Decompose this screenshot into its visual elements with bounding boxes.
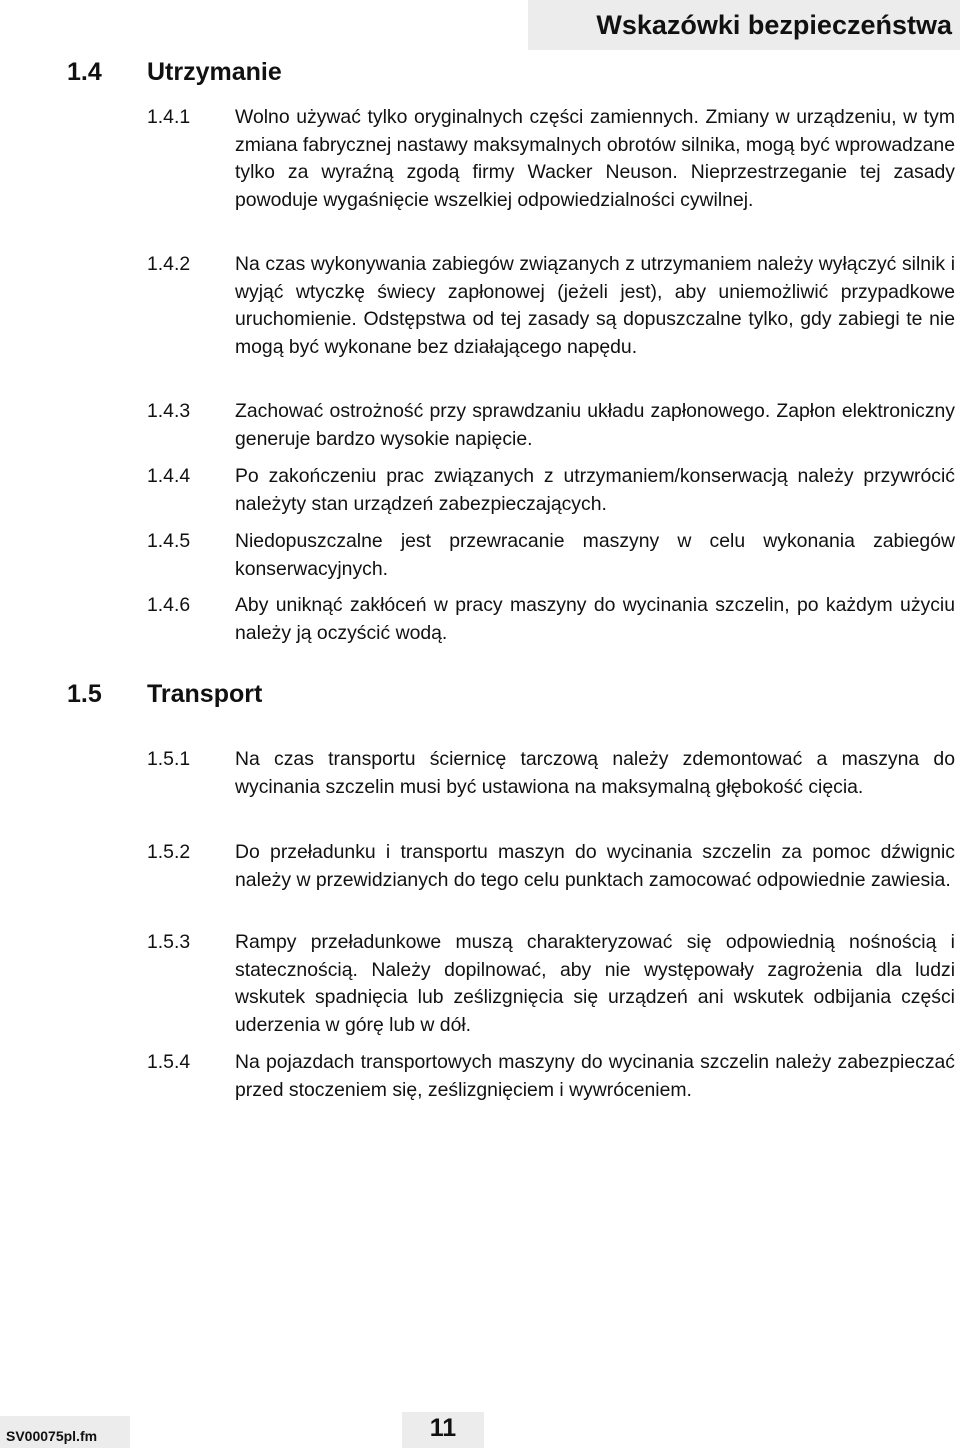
section-heading-transport <box>67 680 262 709</box>
item-number: 1.5.1 <box>147 748 191 770</box>
item-text: Niedopuszczalne jest przewracanie maszyny w celu wykonania zabiegów konserwacyjnych. <box>235 530 955 580</box>
list-item <box>147 104 955 214</box>
section-heading-maintenance <box>67 58 282 87</box>
footer-file-code <box>0 1416 130 1448</box>
item-text: Rampy przeładunkowe muszą charakteryzować się odpowiednią nośnością i statecznością. Należy dopilnować, aby nie występowały zagrożenia dla ludzi wskutek spadnięcia lub ześlizgnięcia się urządzeń ani wskutek odbijania części uderzenia w górę lub w dół. <box>235 931 955 1036</box>
item-number: 1.4.4 <box>147 465 191 487</box>
footer-page-number <box>402 1412 484 1448</box>
item-number: 1.5.3 <box>147 931 191 953</box>
item-text: Na pojazdach transportowych maszyny do wycinania szczelin należy zabezpieczać przed stoczeniem się, ześlizgnięciem i wywróceniem. <box>235 1051 955 1101</box>
item-number: 1.4.5 <box>147 530 191 552</box>
item-text: Zachować ostrożność przy sprawdzaniu układu zapłonowego. Zapłon elektroniczny generuje bardzo wysokie napięcie. <box>235 400 955 450</box>
section-title: Utrzymanie <box>147 58 282 86</box>
list-item <box>147 251 955 361</box>
item-text: Do przeładunku i transportu maszyn do wycinania szczelin za pomoc dźwignic należy w przewidzianych do tego celu punktach zamocować odpowiednie zawiesia. <box>235 841 955 891</box>
section-number: 1.4 <box>67 58 102 86</box>
item-text: Aby uniknąć zakłóceń w pracy maszyny do wycinania szczelin, po każdym użyciu należy ją oczyścić wodą. <box>235 594 955 644</box>
list-item <box>147 592 955 647</box>
page-footer <box>0 1412 960 1448</box>
list-item <box>147 398 955 453</box>
item-text: Po zakończeniu prac związanych z utrzymaniem/konserwacją należy przywrócić należyty stan urządzeń zabezpieczających. <box>235 465 955 515</box>
list-item <box>147 528 955 583</box>
footer-code-text: SV00075pl.fm <box>6 1428 98 1444</box>
header-bar <box>528 0 960 50</box>
item-number: 1.4.3 <box>147 400 191 422</box>
list-item <box>147 1049 955 1104</box>
section-number: 1.5 <box>67 680 102 708</box>
item-number: 1.4.2 <box>147 253 191 275</box>
item-number: 1.4.6 <box>147 594 191 616</box>
item-text: Na czas wykonywania zabiegów związanych z utrzymaniem należy wyłączyć silnik i wyjąć wtyczkę świecy zapłonowej (jeżeli jest), aby uniemożliwić przypadkowe uruchomienie. Odstępstwa od tej zasady są dopuszczalne tylko, gdy zabiegi te nie mogą być wykonane bez działającego napędu. <box>235 253 955 358</box>
list-item <box>147 746 955 801</box>
page-number-text: 11 <box>429 1414 457 1442</box>
item-number: 1.4.1 <box>147 106 191 128</box>
item-number: 1.5.4 <box>147 1051 191 1073</box>
item-text: Wolno używać tylko oryginalnych części zamiennych. Zmiany w urządzeniu, w tym zmiana fabrycznej nastawy maksymalnych obrotów silnika, mogą być wprowadzane tylko za wyraźną zgodą firmy Wacker Neuson. Nieprzestrzeganie tej zasady powoduje wygaśnięcie wszelkiej odpowiedzialności cywilnej. <box>235 106 955 211</box>
list-item <box>147 839 955 894</box>
section-title: Transport <box>147 680 263 708</box>
list-item <box>147 929 955 1039</box>
item-number: 1.5.2 <box>147 841 191 863</box>
list-item <box>147 463 955 518</box>
page-header-title: Wskazówki bezpieczeństwa <box>596 10 952 40</box>
item-text: Na czas transportu ściernicę tarczową należy zdemontować a maszyna do wycinania szczelin musi być ustawiona na maksymalną głębokość cięcia. <box>235 748 955 798</box>
